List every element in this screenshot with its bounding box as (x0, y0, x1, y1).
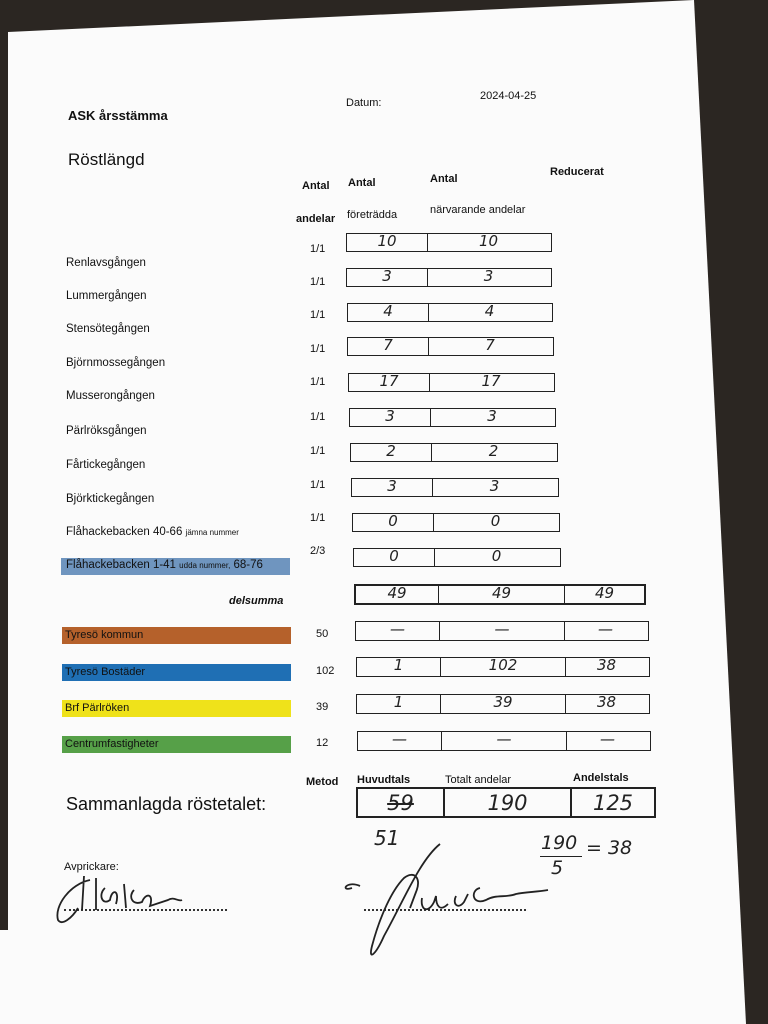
group-name (66, 357, 165, 369)
group-foretradda: 3 (382, 267, 392, 285)
org-reducerat: 38 (596, 656, 617, 674)
group-name (66, 257, 146, 269)
foretradda-cell (350, 409, 431, 426)
delsumma-box (354, 584, 646, 605)
group-andelar: 1/1 (310, 276, 326, 288)
group-andelar: 1/1 (310, 243, 326, 255)
narvarande-cell (428, 269, 549, 286)
col-antal-line2: andelar (296, 213, 336, 225)
org-name: Tyresö kommun (65, 629, 144, 641)
group-name (66, 425, 147, 437)
narvarande-cell (433, 479, 556, 496)
group-foretradda: 0 (389, 547, 399, 565)
group-name (66, 323, 150, 335)
group-name-main: Stensötegången (66, 323, 150, 335)
group-value-box (347, 337, 554, 356)
foretradda-cell (351, 444, 432, 461)
narvarande-cell (435, 549, 558, 566)
totals-box (356, 787, 656, 818)
org-reducerat: — (598, 620, 613, 638)
group-foretradda: 3 (387, 477, 397, 495)
org-name: Centrumfastigheter (65, 738, 159, 750)
group-foretradda: 17 (379, 372, 399, 390)
org-foretradda-cell (358, 732, 442, 750)
signature-right-image (330, 836, 560, 964)
group-andelar: 2/3 (310, 545, 326, 557)
group-name (66, 459, 145, 471)
document-subtitle: Röstlängd (68, 150, 145, 169)
group-foretradda: 7 (383, 336, 393, 354)
org-andelar: 102 (316, 665, 335, 677)
foretradda-cell (348, 338, 429, 355)
group-name-note: jämna nummer (185, 528, 239, 537)
group-name (66, 493, 154, 505)
delsumma-reducerat: 49 (594, 584, 615, 602)
group-andelar: 1/1 (310, 445, 326, 457)
narvarande-cell (431, 409, 553, 426)
group-narvarande: 3 (489, 477, 500, 495)
group-narvarande: 2 (488, 442, 499, 460)
huvudtals-cell (358, 789, 445, 816)
org-narvarande-cell (441, 695, 566, 713)
group-narvarande: 3 (483, 267, 494, 285)
group-name (66, 390, 155, 402)
col-antal-line1: Antal (302, 180, 330, 192)
org-andelar: 50 (316, 628, 329, 640)
group-value-box (349, 408, 556, 427)
org-color-bar (62, 736, 291, 753)
group-value-box (352, 513, 560, 532)
group-name-main: Flåhackebacken 1-41 (66, 559, 176, 571)
org-reducerat-cell (567, 732, 648, 750)
group-name-note: udda nummer, (179, 561, 231, 570)
org-narvarande: — (496, 730, 512, 748)
delsumma-reducerat-cell (565, 586, 644, 603)
org-color-bar (62, 700, 291, 717)
col-narvarande-line1: Antal (430, 173, 458, 185)
col-narvarande-line2: närvarande andelar (430, 204, 526, 216)
group-foretradda: 2 (386, 442, 396, 460)
org-narvarande: 39 (493, 693, 513, 711)
org-reducerat-cell (566, 658, 647, 676)
group-value-box (353, 548, 561, 567)
org-value-box (355, 621, 649, 641)
totalt-cell (445, 789, 572, 816)
totalt-label: Totalt andelar (445, 774, 512, 786)
group-foretradda: 10 (377, 232, 397, 250)
group-name (66, 559, 263, 571)
org-value-box (356, 694, 650, 714)
avprickare-label: Avprickare: (64, 861, 119, 873)
org-foretradda-cell (357, 695, 441, 713)
group-name-main: Flåhackebacken 40-66 (66, 526, 183, 538)
col-reducerat: Reducerat (550, 166, 604, 178)
group-andelar: 1/1 (310, 411, 326, 423)
org-foretradda-cell (356, 622, 440, 640)
org-foretradda: — (392, 730, 407, 748)
group-name-main: Fårtickegången (66, 459, 146, 471)
group-value-box (348, 373, 555, 392)
group-andelar: 1/1 (310, 309, 326, 321)
group-name (66, 290, 147, 302)
group-andelar: 1/1 (310, 479, 326, 491)
org-name: Tyresö Bostäder (65, 666, 146, 678)
document-title: ASK årsstämma (68, 108, 168, 123)
huvudtals-label: Huvudtals (357, 774, 411, 786)
group-name (66, 526, 239, 538)
delsumma-narvarande-cell (439, 586, 565, 603)
org-foretradda-cell (357, 658, 441, 676)
col-foretradda-line1: Antal (348, 177, 376, 189)
andelstals-value: 125 (592, 791, 634, 815)
col-foretradda-line2: företrädda (347, 209, 398, 221)
org-reducerat: — (600, 730, 615, 748)
org-foretradda: 1 (393, 693, 404, 711)
narvarande-cell (429, 304, 550, 321)
foretradda-cell (349, 374, 430, 391)
org-reducerat-cell (566, 695, 647, 713)
date-label: Datum: (346, 97, 382, 109)
group-value-box (350, 443, 558, 462)
org-color-bar (62, 664, 291, 681)
group-name-tail: 68-76 (233, 559, 263, 571)
group-narvarande: 17 (481, 372, 501, 390)
delsumma-label: delsumma (229, 595, 284, 607)
foretradda-cell (353, 514, 434, 531)
group-name-main: Pärlröksgången (66, 425, 147, 437)
org-narvarande-cell (441, 658, 566, 676)
group-narvarande: 4 (484, 302, 495, 320)
org-narvarande: — (494, 620, 510, 638)
org-foretradda: 1 (393, 656, 404, 674)
foretradda-cell (347, 234, 428, 251)
org-narvarande: 102 (488, 656, 518, 674)
andelstals-cell (572, 789, 654, 816)
narvarande-cell (428, 234, 549, 251)
group-value-box (347, 303, 553, 322)
group-narvarande: 0 (491, 547, 502, 565)
group-value-box (351, 478, 559, 497)
org-reducerat: 38 (596, 693, 617, 711)
org-foretradda: — (390, 620, 405, 638)
group-narvarande: 10 (478, 232, 499, 250)
org-narvarande-cell (442, 732, 567, 750)
calc-denominator: 5 (551, 857, 564, 879)
org-value-box (356, 657, 650, 677)
group-name-main: Björktickegången (66, 493, 155, 505)
group-foretradda: 3 (385, 407, 395, 425)
group-value-box (346, 233, 552, 252)
group-foretradda: 0 (388, 512, 398, 530)
totalt-value: 190 (487, 791, 528, 815)
narvarande-cell (432, 444, 555, 461)
org-andelar: 12 (316, 737, 329, 749)
narvarande-cell (434, 514, 557, 531)
andelstals-label: Andelstals (573, 772, 629, 784)
delsumma-foretradda: 49 (387, 584, 407, 602)
group-andelar: 1/1 (310, 512, 326, 524)
huvudtals-struck: 59 (387, 791, 414, 815)
narvarande-cell (430, 374, 552, 391)
delsumma-foretradda-cell (356, 586, 439, 603)
metod-label: Metod (306, 776, 339, 788)
huvudtals-corrected: 51 (374, 826, 400, 850)
org-narvarande-cell (440, 622, 565, 640)
calc-result: = 38 (586, 837, 633, 859)
org-name: Brf Pärlröken (65, 702, 130, 714)
group-foretradda: 4 (383, 302, 393, 320)
org-color-bar (62, 627, 291, 644)
foretradda-cell (354, 549, 435, 566)
group-value-box (346, 268, 552, 287)
narvarande-cell (429, 338, 551, 355)
org-reducerat-cell (565, 622, 646, 640)
signature-left-image (50, 866, 200, 930)
foretradda-cell (347, 269, 428, 286)
org-andelar: 39 (316, 701, 329, 713)
foretradda-cell (348, 304, 429, 321)
group-narvarande: 7 (485, 336, 495, 354)
group-name-main: Musserongången (66, 390, 155, 402)
foretradda-cell (352, 479, 433, 496)
group-andelar: 1/1 (310, 376, 326, 388)
group-narvarande: 0 (490, 512, 501, 530)
sammanlagda-label: Sammanlagda röstetalet: (66, 794, 267, 814)
date-value: 2024-04-25 (480, 90, 537, 102)
group-narvarande: 3 (487, 407, 497, 425)
group-name-main: Björnmossegången (66, 357, 166, 369)
group-name-main: Lummergången (66, 290, 147, 302)
org-value-box (357, 731, 651, 751)
group-andelar: 1/1 (310, 343, 326, 355)
delsumma-narvarande: 49 (491, 584, 512, 602)
group-name-main: Renlavsgången (66, 257, 146, 269)
calc-numerator: 190 (541, 832, 578, 854)
